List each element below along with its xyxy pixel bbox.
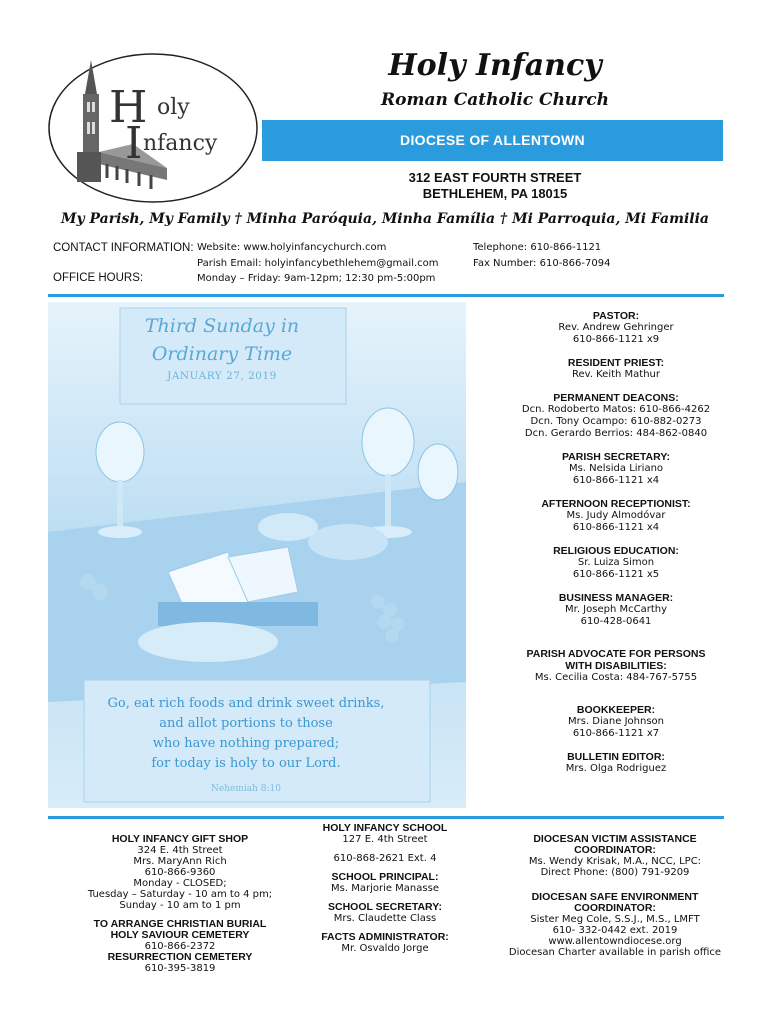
staff-heading: WITH DISABILITIES: (565, 660, 667, 672)
verse-reference: Nehemiah 8:10 (211, 784, 281, 794)
staff-business-manager (466, 592, 766, 628)
burial-heading: TO ARRANGE CHRISTIAN BURIAL (93, 918, 267, 930)
gift-shop-line: Sunday - 10 am to 1 pm (119, 900, 241, 911)
staff-heading: RELIGIOUS EDUCATION: (553, 545, 679, 557)
staff-heading: PARISH SECRETARY: (561, 451, 671, 463)
gift-shop-line: Monday - CLOSED; (133, 878, 227, 889)
staff-pastor (466, 310, 766, 346)
staff-line: Mr. Joseph McCarthy (565, 604, 667, 615)
parish-subtitle: Roman Catholic Church (381, 90, 609, 110)
staff-religious-education (466, 545, 766, 581)
church-logo-image (47, 52, 259, 204)
cover-date: JANUARY 27, 2019 (167, 370, 277, 382)
divider-top (48, 294, 724, 297)
website-link[interactable]: Website: www.holyinfancychurch.com (197, 242, 387, 253)
staff-line: Dcn. Gerardo Berrios: 484-862-0840 (524, 428, 708, 439)
staff-disabilities-advocate (466, 648, 766, 684)
staff-heading: PERMANENT DEACONS: (553, 392, 679, 404)
staff-bookkeeper (466, 704, 766, 740)
cemetery-phone: 610-866-2372 (144, 941, 216, 952)
victim-phone: Direct Phone: (800) 791-9209 (540, 867, 690, 878)
scripture-verse (96, 694, 396, 774)
staff-line: Dcn. Rodoberto Matos: 610-866-4262 (521, 404, 711, 415)
staff-bulletin-editor (466, 751, 766, 775)
cover-title (112, 312, 332, 368)
cover-title-line1: Third Sunday in (144, 315, 300, 337)
address-city: BETHLEHEM, PA 18015 (422, 186, 568, 201)
school-column (300, 823, 470, 954)
email-link[interactable]: Parish Email: holyinfancybethlehem@gmail.com (197, 258, 439, 269)
school-heading: HOLY INFANCY SCHOOL (322, 822, 448, 834)
verse-line: and allot portions to those (159, 716, 333, 731)
staff-line: Ms. Judy Almodóvar (566, 510, 666, 521)
staff-parish-secretary (466, 451, 766, 487)
staff-heading: RESIDENT PRIEST: (567, 357, 665, 369)
staff-line: 610-866-1121 x9 (572, 334, 660, 345)
safe-env-heading: DIOCESAN SAFE ENVIRONMENT (531, 891, 699, 903)
staff-heading: BULLETIN EDITOR: (567, 751, 665, 763)
cover-title-line2: Ordinary Time (151, 343, 293, 365)
school-phone: 610-868-2621 Ext. 4 (333, 853, 437, 864)
staff-line: Sr. Luiza Simon (577, 557, 655, 568)
school-secretary-name: Mrs. Claudette Class (333, 913, 437, 924)
verse-line: Go, eat rich foods and drink sweet drinks, (107, 696, 385, 711)
gift-shop-column (60, 834, 300, 974)
school-address: 127 E. 4th Street (342, 834, 428, 845)
staff-heading: BOOKKEEPER: (576, 704, 656, 716)
gift-shop-line: Mrs. MaryAnn Rich (133, 856, 227, 867)
parish-title: Holy Infancy (388, 48, 602, 83)
staff-line: Mrs. Olga Rodriguez (565, 763, 667, 774)
staff-line: 610-866-1121 x5 (572, 569, 660, 580)
parish-logo (47, 52, 259, 204)
facts-heading: FACTS ADMINISTRATOR: (321, 931, 449, 943)
cemetery-heading: HOLY SAVIOUR CEMETERY (110, 929, 250, 941)
victim-name: Ms. Wendy Krisak, M.A., NCC, LPC: (528, 856, 702, 867)
safe-env-phone: 610- 332-0442 ext. 2019 (552, 925, 678, 936)
victim-heading: DIOCESAN VICTIM ASSISTANCE (533, 833, 697, 845)
staff-resident-priest (466, 357, 766, 381)
safe-env-name: Sister Meg Cole, S.S.J., M.S., LMFT (530, 914, 700, 925)
diocese-website-link[interactable]: www.allentowndiocese.org (548, 936, 682, 947)
staff-heading: PASTOR: (592, 310, 640, 322)
staff-line: Rev. Andrew Gehringer (558, 322, 674, 333)
office-hours: Monday – Friday: 9am-12pm; 12:30 pm-5:00pm (197, 273, 436, 284)
school-secretary-heading: SCHOOL SECRETARY: (328, 901, 442, 913)
parish-motto: My Parish, My Family † Minha Paróquia, Minha Família † Mi Parroquia, Mi Familia (61, 211, 709, 227)
divider-bottom (48, 816, 724, 819)
fax-number: Fax Number: 610-866-7094 (473, 258, 611, 269)
principal-heading: SCHOOL PRINCIPAL: (331, 871, 439, 883)
staff-afternoon-receptionist (466, 498, 766, 534)
staff-line: Ms. Nelsida Liriano (568, 463, 664, 474)
contact-label: CONTACT INFORMATION: (53, 242, 194, 254)
telephone: Telephone: 610-866-1121 (473, 242, 602, 253)
staff-line: 610-866-1121 x4 (572, 475, 660, 486)
verse-line: who have nothing prepared; (152, 736, 340, 751)
cemetery-heading: RESURRECTION CEMETERY (107, 951, 253, 963)
staff-line: Dcn. Tony Ocampo: 610-882-0273 (530, 416, 702, 427)
staff-line: Mrs. Diane Johnson (568, 716, 664, 727)
gift-shop-heading: HOLY INFANCY GIFT SHOP (111, 833, 249, 845)
victim-heading: COORDINATOR: (574, 844, 656, 856)
diocesan-column (490, 834, 740, 958)
gift-shop-line: 610-866-9360 (144, 867, 216, 878)
svg-text:H: H (109, 82, 148, 133)
svg-text:oly: oly (157, 95, 190, 120)
facts-name: Mr. Osvaldo Jorge (341, 943, 429, 954)
staff-heading: BUSINESS MANAGER: (558, 592, 674, 604)
gift-shop-line: Tuesday – Saturday - 10 am to 4 pm; (87, 889, 273, 900)
diocese-banner: DIOCESE OF ALLENTOWN (262, 120, 723, 161)
charter-note: Diocesan Charter available in parish office (508, 947, 722, 958)
staff-line: Rev. Keith Mathur (571, 369, 661, 380)
cemetery-phone: 610-395-3819 (144, 963, 216, 974)
staff-heading: PARISH ADVOCATE FOR PERSONS (526, 648, 706, 660)
svg-text:I: I (125, 118, 143, 169)
staff-deacons (466, 392, 766, 440)
gift-shop-line: 324 E. 4th Street (137, 845, 223, 856)
safe-env-heading: COORDINATOR: (574, 902, 656, 914)
staff-heading: AFTERNOON RECEPTIONIST: (541, 498, 691, 510)
staff-line: 610-866-1121 x7 (572, 728, 660, 739)
office-hours-label: OFFICE HOURS: (53, 272, 144, 284)
staff-directory (466, 310, 766, 786)
address-street: 312 EAST FOURTH STREET (408, 170, 582, 185)
verse-line: for today is holy to our Lord. (151, 756, 341, 771)
principal-name: Ms. Marjorie Manasse (331, 883, 439, 894)
staff-line: Ms. Cecilia Costa: 484-767-5755 (534, 672, 698, 683)
staff-line: 610-866-1121 x4 (572, 522, 660, 533)
svg-text:nfancy: nfancy (143, 131, 218, 156)
staff-line: 610-428-0641 (580, 616, 652, 627)
